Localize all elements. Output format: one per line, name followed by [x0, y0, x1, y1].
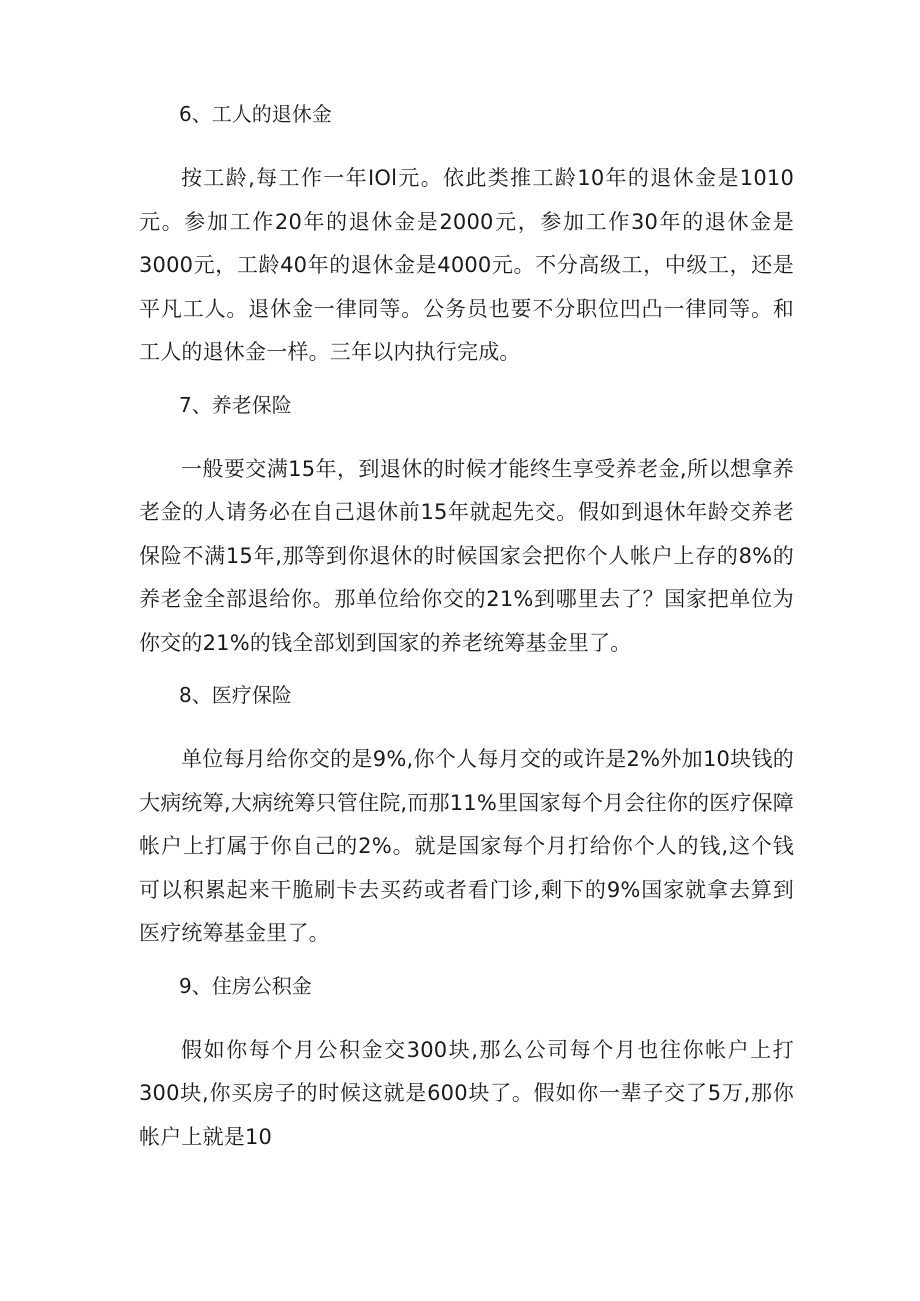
section-paragraph-retirement-pay: 按工龄,每工作一年IOl元。依此类推工龄10年的退休金是1010元。参加工作20年的退休金是2000元，参加工作30年的退休金是3000元，工龄40年的退休金是4000元。不分高级工，中级工，还是平凡工人。退休金一律同等。公务员也要不分职位凹凸一律同等。和工人的退休金一样。三年以内执行完成。	[139, 166, 794, 364]
section-heading-medical-insurance: 8、医疗保险	[179, 683, 292, 707]
section-heading-retirement-pay: 6、工人的退休金	[179, 102, 332, 126]
section-paragraph-pension-insurance: 一般要交满15年，到退休的时候才能终生享受养老金,所以想拿养老金的人请务必在自己退休前15年就起先交。假如到退休年龄交养老保险不满15年,那等到你退休的时候国家会把你个人帐户上存的8%的养老金全部退给你。那单位给你交的21%到哪里去了？国家把单位为你交的21%的钱全部划到国家的养老统筹基金里了。	[139, 456, 794, 655]
section-heading-pension-insurance: 7、养老保险	[179, 392, 292, 417]
section-heading-housing-fund: 9、住房公积金	[179, 973, 312, 998]
section-paragraph-medical-insurance: 单位每月给你交的是9%,你个人每月交的或许是2%外加10块钱的大病统筹,大病统筹只管住院,而那11%里国家每个月会往你的医疗保障帐户上打属于你自己的2%。就是国家每个月打给你个人的钱,这个钱可以积累起来干脆刷卡去买药或者看门诊,剩下的9%国家就拿去算到医疗统筹基金里了。	[139, 747, 794, 945]
section-paragraph-housing-fund: 假如你每个月公积金交300块,那么公司每个月也往你帐户上打300块,你买房子的时候这就是600块了。假如你一辈子交了5万,那你帐户上就是10	[139, 1037, 794, 1149]
document-body	[139, 100, 794, 1159]
